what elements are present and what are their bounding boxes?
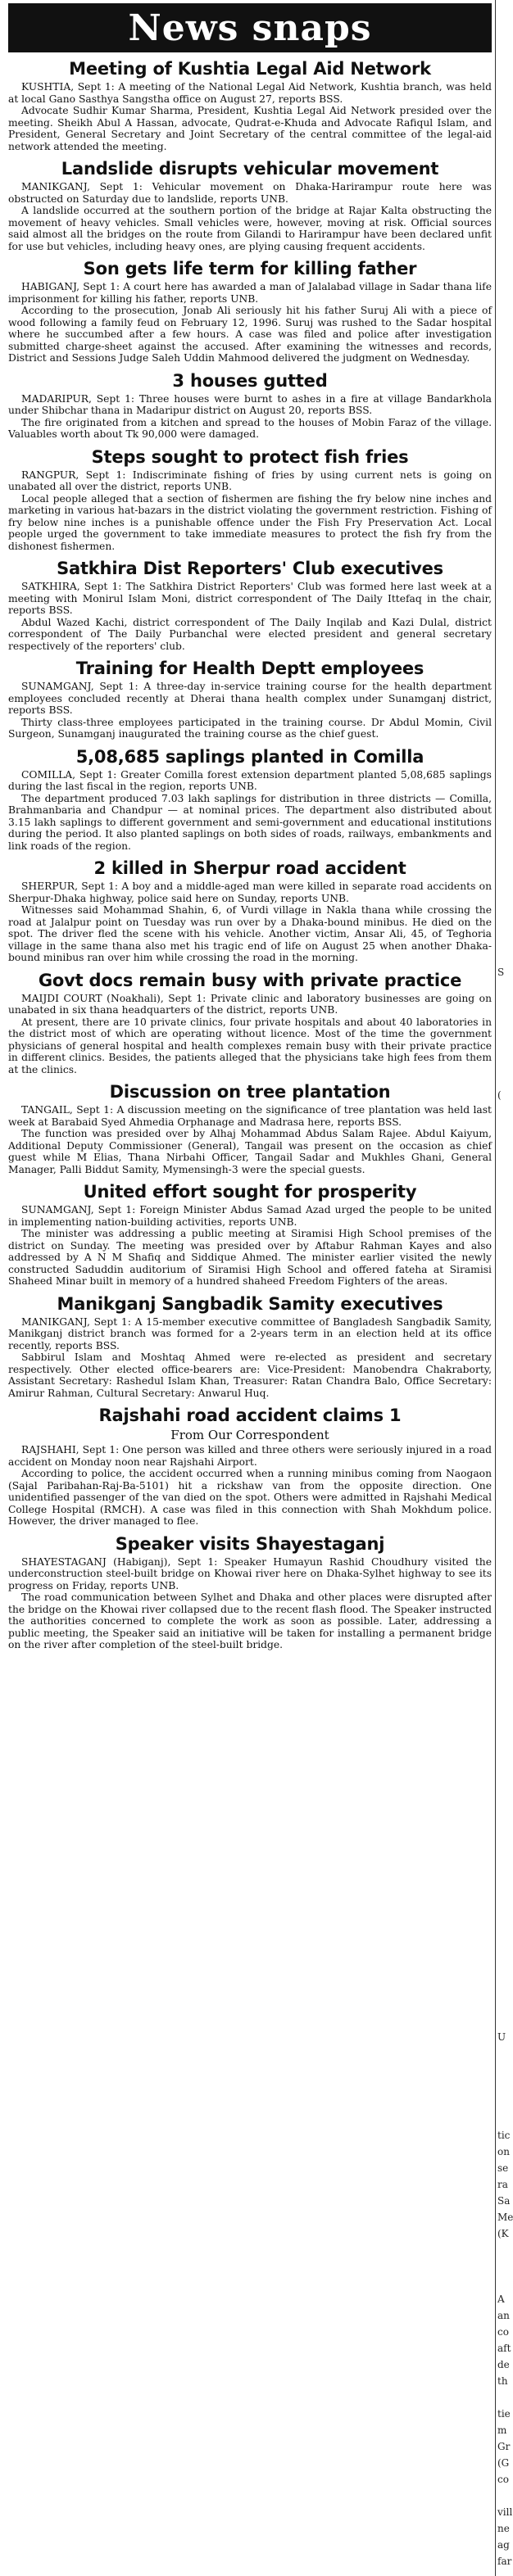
adjacent-column-fragment: co — [497, 2326, 509, 2338]
story-headline: Satkhira Dist Reporters' Club executives — [57, 559, 443, 578]
story-paragraph: HABIGANJ, Sept 1: A court here has awarded a man of Jalalabad village in Sadar thana life imprisonment for killing his father, reports UNB. — [8, 281, 492, 305]
adjacent-column-fragment: Gr — [497, 2441, 511, 2452]
story-body — [8, 281, 492, 364]
adjacent-column-fragment: se — [497, 2162, 509, 2174]
adjacent-column-fragment: tic — [497, 2130, 511, 2141]
adjacent-column-fragment: m — [497, 2424, 507, 2436]
adjacent-column-fragment: far — [497, 2556, 512, 2567]
adjacent-column-fragment: de — [497, 2359, 510, 2370]
adjacent-column-fragment: (G — [497, 2457, 510, 2469]
story-list — [8, 59, 492, 1651]
story-paragraph: According to the prosecution, Jonab Ali seriously hit his father Suruj Ali with a piece of wood following a family feud on February 12, 1996. Suruj was rushed to the Sadar hospital where he succumbed after a few hours. A case was filed and police after investigation submitted charge-sheet against the accused. After examining the witnesses and records, District and Sessions Judge Saleh Uddin Mahmood delivered the judgment on Wednesday. — [8, 305, 492, 364]
story-headline: Training for Health Deptt employees — [75, 659, 424, 678]
news-story — [8, 1534, 492, 1651]
story-paragraph: The fire originated from a kitchen and spread to the houses of Mobin Faraz of the village. Valuables worth about Tk 90,000 were damaged. — [8, 416, 492, 440]
story-paragraph: A landslide occurred at the southern portion of the bridge at Rajar Kalta obstructing the movement of heavy vehicles. Small vehicles were, however, moving at risk. Official sources said almost all the bridges on the route from Gilandi to Harirampur have been declared unfit for use but vehicles, including heavy ones, are plying causing frequent accidents. — [8, 205, 492, 252]
story-body — [8, 1444, 492, 1528]
story-paragraph: MAIJDI COURT (Noakhali), Sept 1: Private clinic and laboratory businesses are going on unabated in six thana headquarters of the district, reports UNB. — [8, 992, 492, 1016]
news-story — [8, 447, 492, 553]
story-headline: Meeting of Kushtia Legal Aid Network — [69, 59, 431, 79]
adjacent-column-fragment: ( — [497, 1089, 502, 1101]
adjacent-column-fragment: tie — [497, 2408, 511, 2420]
story-paragraph: SATKHIRA, Sept 1: The Satkhira District Reporters' Club was formed here last week at a meeting with Monirul Islam Moni, district correspondent of The Daily Ittefaq in the chair, reports BSS. — [8, 581, 492, 616]
story-body — [8, 1104, 492, 1175]
adjacent-column-fragment: S — [497, 967, 505, 978]
adjacent-column-fragment: A — [497, 2293, 505, 2305]
story-paragraph: SUNAMGANJ, Sept 1: A three-day in-service training course for the health department employees concluded recently at Dherai thana health complex under Sunamganj district, reports BSS. — [8, 681, 492, 716]
story-paragraph: Advocate Sudhir Kumar Sharma, President, Kushtia Legal Aid Network presided over the meeting. Sheikh Abul A Hassan, advocate, Qudrat-e-Khuda and Advocate Rafiqul Islam, and President, General Secretary and Joint Secretary of the central committee of the legal-aid network attended the meeting. — [8, 105, 492, 152]
story-body — [8, 1316, 492, 1400]
adjacent-column-fragment: on — [497, 2146, 510, 2157]
news-story — [8, 1082, 492, 1175]
adjacent-column-fragment: Sa — [497, 2195, 511, 2207]
story-body — [8, 181, 492, 252]
adjacent-column-fragment: an — [497, 2310, 510, 2321]
story-paragraph: The department produced 7.03 lakh saplings for distribution in three districts — Comilla, Brahmanbaria and Chandpur — at nominal prices. The department also distributed about 3.15 lakh saplings to different government and semi-government and educational institutions during the period. It also planted saplings on both sides of roads, railways, embankments and link roads of the region. — [8, 792, 492, 852]
story-body — [8, 81, 492, 152]
story-headline: Discussion on tree plantation — [109, 1082, 391, 1102]
story-headline: Steps sought to protect fish fries — [91, 446, 409, 467]
story-paragraph: MADARIPUR, Sept 1: Three houses were burnt to ashes in a fire at village Bandarkhola under Shibchar thana in Madaripur district on August 20, reports BSS. — [8, 392, 492, 416]
story-body — [8, 1204, 492, 1288]
story-body — [8, 881, 492, 964]
story-body — [8, 469, 492, 553]
story-paragraph: RANGPUR, Sept 1: Indiscriminate fishing of fries by using current nets is going on unabated all over the district, reports UNB. — [8, 469, 492, 492]
story-paragraph: The road communication between Sylhet and Dhaka and other places were disrupted after the bridge on the Khowai river collapsed due to the recent flash flood. The Speaker instructed the authorities concerned to complete the work as soon as possible. Later, addressing a public meeting, the Speaker said an initiative will be taken for installing a permanent bridge on the river after completion of the steel-built bridge. — [8, 1591, 492, 1650]
story-headline: Govt docs remain busy with private practice — [38, 970, 462, 990]
adjacent-column-fragment: ag — [497, 2539, 510, 2551]
story-paragraph: The minister was addressing a public meeting at Siramisi High School premises of the district on Sunday. The meeting was presided over by Aftabur Rahman Kayes and also addressed by A N M Shafiq and Siddique Ahmed. The minister earlier visited the newly constructed Saduddin auditorium of Siramisi High School and offered fateha at Siramisi Shaheed Minar built in memory of a hundred shaheed Freedom Fighters of the areas. — [8, 1228, 492, 1287]
story-paragraph: Sabbirul Islam and Moshtaq Ahmed were re-elected as president and secretary respectively. Other elected office-bearers are: Vice-President: Manobendra Chakraborty, Assistant Secretary: Rashedul Islam Khan, Treasurer: Ratan Chandra Balo, Office Secretary: Amirur Rahman, Cultural Secretary: Anwarul Huq. — [8, 1351, 492, 1399]
story-body — [8, 581, 492, 652]
adjacent-column-fragment: vill — [497, 2506, 513, 2518]
story-headline: Speaker visits Shayestaganj — [115, 1533, 385, 1554]
story-paragraph: MANIKGANJ, Sept 1: A 15-member executive committee of Bangladesh Sangbadik Samity, Manikganj district branch was formed for a 2-years term in an election held at its office recently, reports BSS. — [8, 1315, 492, 1351]
news-story — [8, 559, 492, 652]
news-story — [8, 59, 492, 152]
section-title: News snaps — [8, 3, 492, 52]
story-headline: Manikganj Sangbadik Samity executives — [57, 1293, 443, 1314]
story-body — [8, 993, 492, 1076]
story-paragraph: Abdul Wazed Kachi, district correspondent of The Daily Inqilab and Kazi Dulal, district correspondent of The Daily Purbanchal were elected president and general secretary respectively of the reporters' club. — [8, 616, 492, 652]
story-paragraph: KUSHTIA, Sept 1: A meeting of the National Legal Aid Network, Kushtia branch, was held at local Gano Sasthya Sangstha office on August 27, reports BSS. — [8, 81, 492, 105]
story-headline: United effort sought for prosperity — [83, 1182, 417, 1202]
story-paragraph: COMILLA, Sept 1: Greater Comilla forest extension department planted 5,08,685 saplings during the last fiscal in the region, reports UNB. — [8, 768, 492, 792]
adjacent-column-strip — [495, 0, 513, 2576]
story-body — [8, 769, 492, 853]
story-paragraph: The function was presided over by Alhaj Mohammad Abdus Salam Rajee. Abdul Kaiyum, Additional Deputy Commissioner (General), Tangail was present on the occasion as chief guest while M Elias, Thana Nirbahi Officer, Tangail Sadar and Mukhles Ghani, General Manager, Palli Biddut Samity, Mymensingh-3 were the special guests. — [8, 1128, 492, 1175]
news-story — [8, 371, 492, 441]
story-byline: From Our Correspondent — [170, 1428, 329, 1442]
news-story — [8, 747, 492, 853]
adjacent-column-fragment: (K — [497, 2228, 509, 2239]
news-column — [8, 0, 492, 1651]
news-story — [8, 1406, 492, 1528]
story-headline: Rajshahi road accident claims 1 — [98, 1406, 402, 1425]
story-paragraph: RAJSHAHI, Sept 1: One person was killed and three others were seriously injured in a road accident on Monday noon near Rajshahi Airport. — [8, 1444, 492, 1468]
story-paragraph: Local people alleged that a section of fishermen are fishing the fry below nine inches and marketing in various hat-bazars in the district violating the government restriction. Fishing of fry below nine inches is a punishable offence under the Fish Fry Preservation Act. Local people urged the government to take immediate measures to protect the fish fry from the dishonest fishermen. — [8, 492, 492, 552]
news-story — [8, 659, 492, 740]
adjacent-column-fragment: ra — [497, 2179, 508, 2190]
adjacent-column-fragment: aft — [497, 2343, 511, 2354]
adjacent-column-fragment: Me — [497, 2212, 513, 2223]
adjacent-column-fragment: U — [497, 2031, 506, 2043]
story-paragraph: SUNAMGANJ, Sept 1: Foreign Minister Abdus Samad Azad urged the people to be united in implementing nation-building activities, reports UNB. — [8, 1204, 492, 1228]
story-paragraph: MANIKGANJ, Sept 1: Vehicular movement on Dhaka-Harirampur route here was obstructed on Saturday due to landslide, reports UNB. — [8, 181, 492, 205]
story-body — [8, 393, 492, 441]
story-headline: 3 houses gutted — [172, 370, 328, 391]
story-headline: Landslide disrupts vehicular movement — [61, 159, 439, 179]
story-headline: 5,08,685 saplings planted in Comilla — [75, 746, 424, 767]
story-body — [8, 1556, 492, 1651]
news-story — [8, 259, 492, 364]
story-headline: Son gets life term for killing father — [83, 259, 417, 278]
story-headline: 2 killed in Sherpur road accident — [93, 858, 406, 878]
news-story — [8, 159, 492, 252]
adjacent-column-fragment: co — [497, 2474, 509, 2485]
story-paragraph: Witnesses said Mohammad Shahin, 6, of Vurdi village in Nakla thana while crossing the road at Jalalpur point on Tuesday was run over by a Dhaka-bound minibus. He died on the spot. The driver fled the scene with his vehicle. Another victim, Ansar Ali, 45, of Teghoria village in the same thana also met his tragic end of life on August 25 when another Dhaka-bound minibus ran over him while crossing the road in the morning. — [8, 904, 492, 963]
story-paragraph: SHERPUR, Sept 1: A boy and a middle-aged man were killed in separate road accidents on Sherpur-Dhaka highway, police said here on Sunday, reports UNB. — [8, 881, 492, 904]
story-paragraph: SHAYESTAGANJ (Habiganj), Sept 1: Speaker Humayun Rashid Choudhury visited the underconstruction steel-built bridge on Khowai river here on Dhaka-Sylhet highway to see its progress on Friday, reports UNB. — [8, 1555, 492, 1591]
story-paragraph: TANGAIL, Sept 1: A discussion meeting on the significance of tree plantation was held last week at Barabaid Syed Ahmedia Orphanage and Madrasa here, reports BSS. — [8, 1104, 492, 1128]
adjacent-column-fragment: ne — [497, 2523, 510, 2534]
news-story — [8, 858, 492, 964]
news-story — [8, 971, 492, 1076]
news-story — [8, 1294, 492, 1400]
story-paragraph: At present, there are 10 private clinics, four private hospitals and about 40 laboratories in the district most of which are operating without licence. Most of the time the government physicians of general hospital and health complexes remain busy with their private practice in different clinics. Besides, the patients alleged that the physicians take high fees from them at the clinics. — [8, 1016, 492, 1075]
story-body — [8, 681, 492, 740]
story-paragraph: According to police, the accident occurred when a running minibus coming from Naogaon (Sajal Paribahan-Raj-Ba-5101) hit a rickshaw van from the opposite direction. One unidentified passenger of the van died on the spot. Others were admitted in Rajshahi Medical College Hospital (RMCH). A case was filed in this connection with Shah Mokhdum police. However, the driver managed to flee. — [8, 1468, 492, 1527]
story-paragraph: Thirty class-three employees participated in the training course. Dr Abdul Momin, Civil Surgeon, Sunamganj inaugurated the training course as the chief guest. — [8, 716, 492, 740]
adjacent-column-fragment: th — [497, 2375, 508, 2387]
news-story — [8, 1182, 492, 1288]
